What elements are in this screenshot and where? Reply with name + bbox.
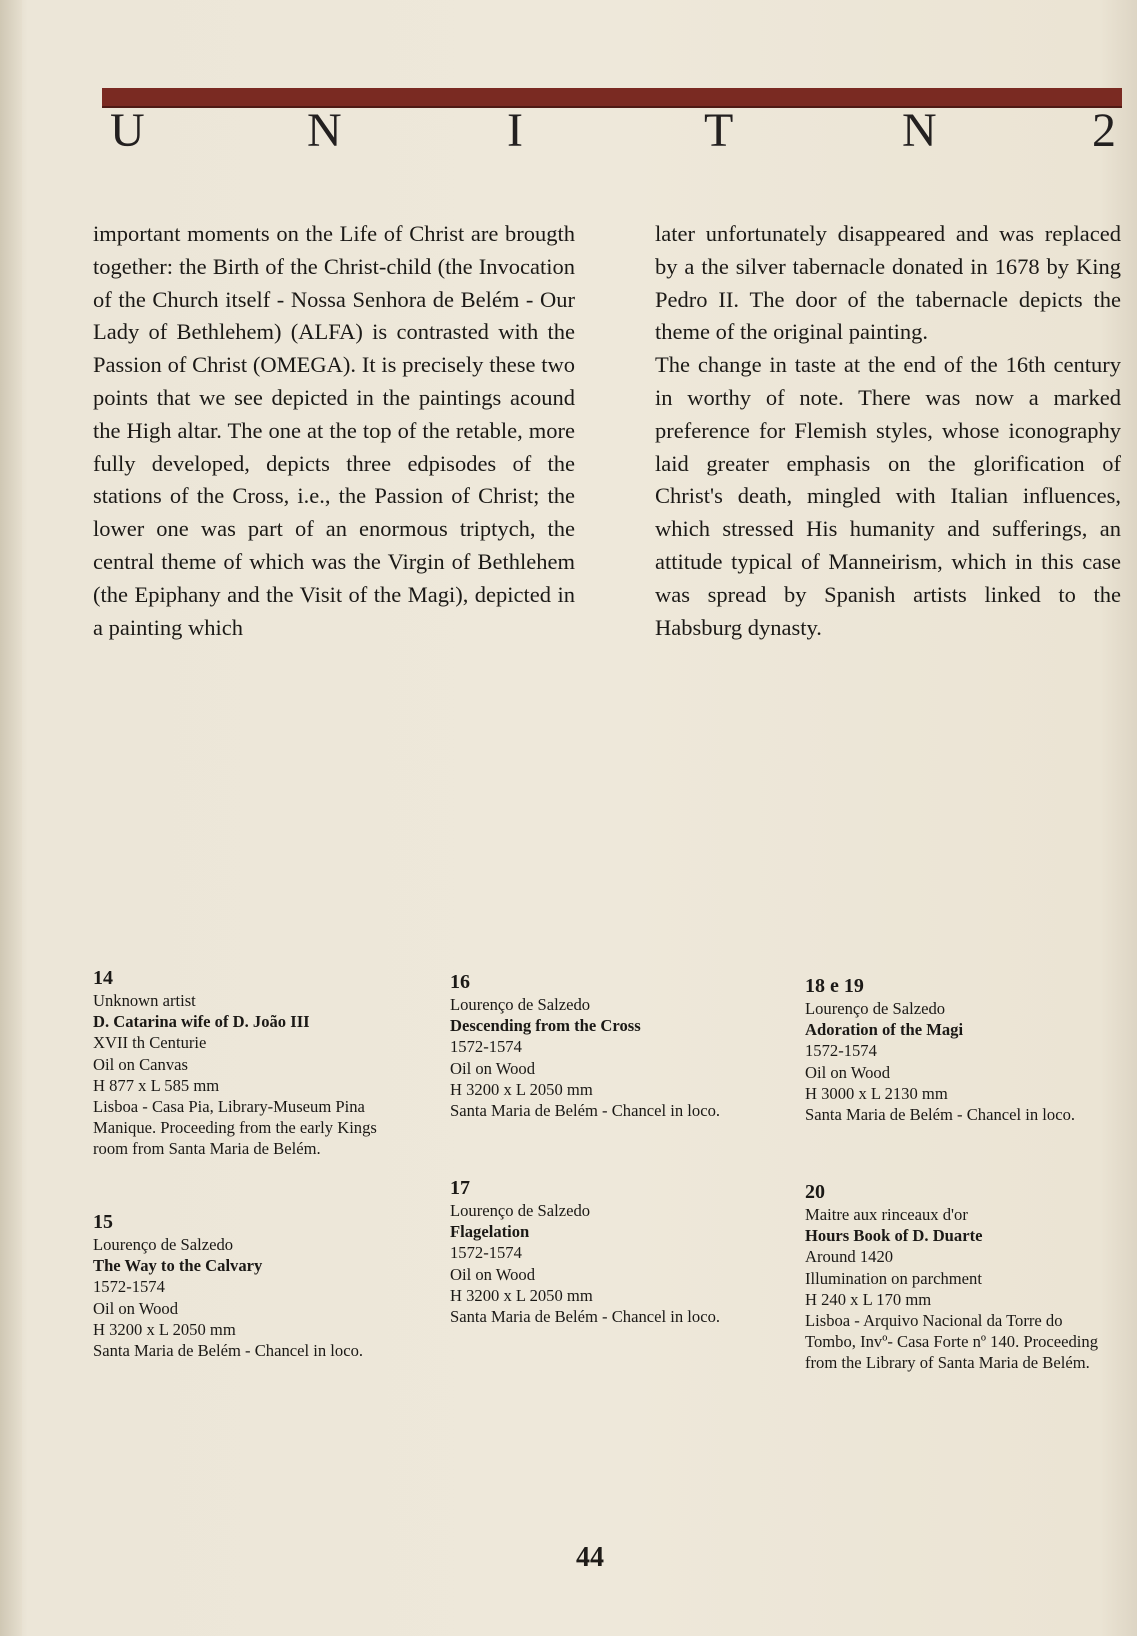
caption-title: D. Catarina wife of D. João III: [93, 1012, 310, 1032]
caption-location: Lisboa - Arquivo Nacional da Torre do Tombo, Invº- Casa Forte nº 140. Proceeding from the Library of Santa Maria de Belém.: [805, 1311, 1099, 1373]
caption-artist: Lourenço de Salzedo: [93, 1235, 234, 1254]
caption-size: H 877 x L 585 mm: [93, 1075, 220, 1095]
caption-size: H 240 x L 170 mm: [805, 1289, 932, 1309]
caption-number: 14: [93, 967, 113, 989]
running-header: [102, 106, 1127, 156]
caption-17: [450, 1176, 760, 1327]
caption-number: 20: [805, 1181, 825, 1203]
header-letter-t: T: [704, 104, 734, 157]
caption-18-19: [805, 974, 1115, 1125]
caption-location: Santa Maria de Belém - Chancel in loco.: [93, 1341, 364, 1361]
caption-title: Flagelation: [450, 1222, 530, 1242]
caption-date: 1572-1574: [450, 1037, 522, 1057]
body-column-right: [655, 218, 1121, 644]
caption-artist: Maitre aux rinceaux d'or: [805, 1205, 968, 1224]
caption-medium: Illumination on parchment: [805, 1268, 982, 1288]
header-letter-u: U: [110, 104, 145, 157]
header-letter-2: 2: [1092, 104, 1116, 157]
caption-date: 1572-1574: [93, 1277, 165, 1297]
caption-title: Hours Book of D. Duarte: [805, 1226, 983, 1246]
caption-date: 1572-1574: [805, 1041, 877, 1061]
caption-15: [93, 1210, 398, 1361]
caption-20: [805, 1180, 1115, 1374]
caption-location: Lisboa - Casa Pia, Library-Museum Pina Manique. Proceeding from the early Kings room from Santa Maria de Belém.: [93, 1097, 377, 1159]
body-column-left: [93, 218, 575, 644]
caption-size: H 3000 x L 2130 mm: [805, 1083, 948, 1103]
caption-size: H 3200 x L 2050 mm: [93, 1319, 236, 1339]
header-letter-n: N: [307, 104, 342, 157]
page-number: 44: [576, 1542, 604, 1573]
right-column-paragraph-2: The change in taste at the end of the 16th century in worthy of note. There was now a marked preference for Flemish styles, whose iconography laid greater emphasis on the glorification of Christ's death, mingled with Italian influences, which stressed His humanity and sufferings, an attitude typical of Manneirism, which in this case was spread by Spanish artists linked to the Habsburg dynasty.: [655, 352, 1121, 640]
header-letter-n-second: N: [902, 104, 937, 157]
caption-medium: Oil on Wood: [805, 1062, 891, 1082]
caption-date: XVII th Centurie: [93, 1033, 207, 1053]
left-column-paragraph: important moments on the Life of Christ are brougth together: the Birth of the Christ-child (the Invocation of the Church itself - Nossa Senhora de Belém - Our Lady of Bethlehem) (ALFA) is contrasted with the Passion of Christ (OMEGA). It is precisely these two points that we see depicted in the paintings acound the High altar. The one at the top of the retable, more fully developed, depicts three edpisodes of the stations of the Cross, i.e., the Passion of Christ; the lower one was part of an enormous triptych, the central theme of which was the Virgin of Bethlehem (the Epiphany and the Visit of the Magi), depicted in a painting which: [93, 221, 575, 640]
caption-artist: Lourenço de Salzedo: [805, 999, 946, 1018]
page-binding-edge: [0, 0, 22, 1636]
caption-title: Descending from the Cross: [450, 1016, 641, 1036]
caption-date: 1572-1574: [450, 1243, 522, 1263]
caption-location: Santa Maria de Belém - Chancel in loco.: [450, 1307, 721, 1327]
caption-artist: Lourenço de Salzedo: [450, 1201, 591, 1220]
header-letter-i: I: [507, 104, 523, 157]
caption-date: Around 1420: [805, 1247, 894, 1267]
caption-medium: Oil on Canvas: [93, 1054, 188, 1074]
caption-number: 16: [450, 971, 470, 993]
caption-medium: Oil on Wood: [450, 1264, 536, 1284]
header-rule-bar: [102, 88, 1122, 108]
caption-14: [93, 966, 398, 1160]
right-column-paragraph-1: later unfortunately disappeared and was replaced by a the silver tabernacle donated in 1678 by King Pedro II. The door of the tabernacle depicts the theme of the original painting.: [655, 221, 1121, 345]
caption-16: [450, 970, 760, 1121]
caption-artist: Lourenço de Salzedo: [450, 995, 591, 1014]
caption-number: 18 e 19: [805, 975, 864, 997]
caption-title: Adoration of the Magi: [805, 1020, 964, 1040]
caption-location: Santa Maria de Belém - Chancel in loco.: [450, 1101, 721, 1121]
caption-medium: Oil on Wood: [93, 1298, 179, 1318]
caption-number: 15: [93, 1211, 113, 1233]
caption-title: The Way to the Calvary: [93, 1256, 263, 1276]
caption-artist: Unknown artist: [93, 991, 196, 1010]
caption-size: H 3200 x L 2050 mm: [450, 1079, 593, 1099]
caption-location: Santa Maria de Belém - Chancel in loco.: [805, 1105, 1076, 1125]
caption-medium: Oil on Wood: [450, 1058, 536, 1078]
caption-size: H 3200 x L 2050 mm: [450, 1285, 593, 1305]
caption-number: 17: [450, 1177, 470, 1199]
